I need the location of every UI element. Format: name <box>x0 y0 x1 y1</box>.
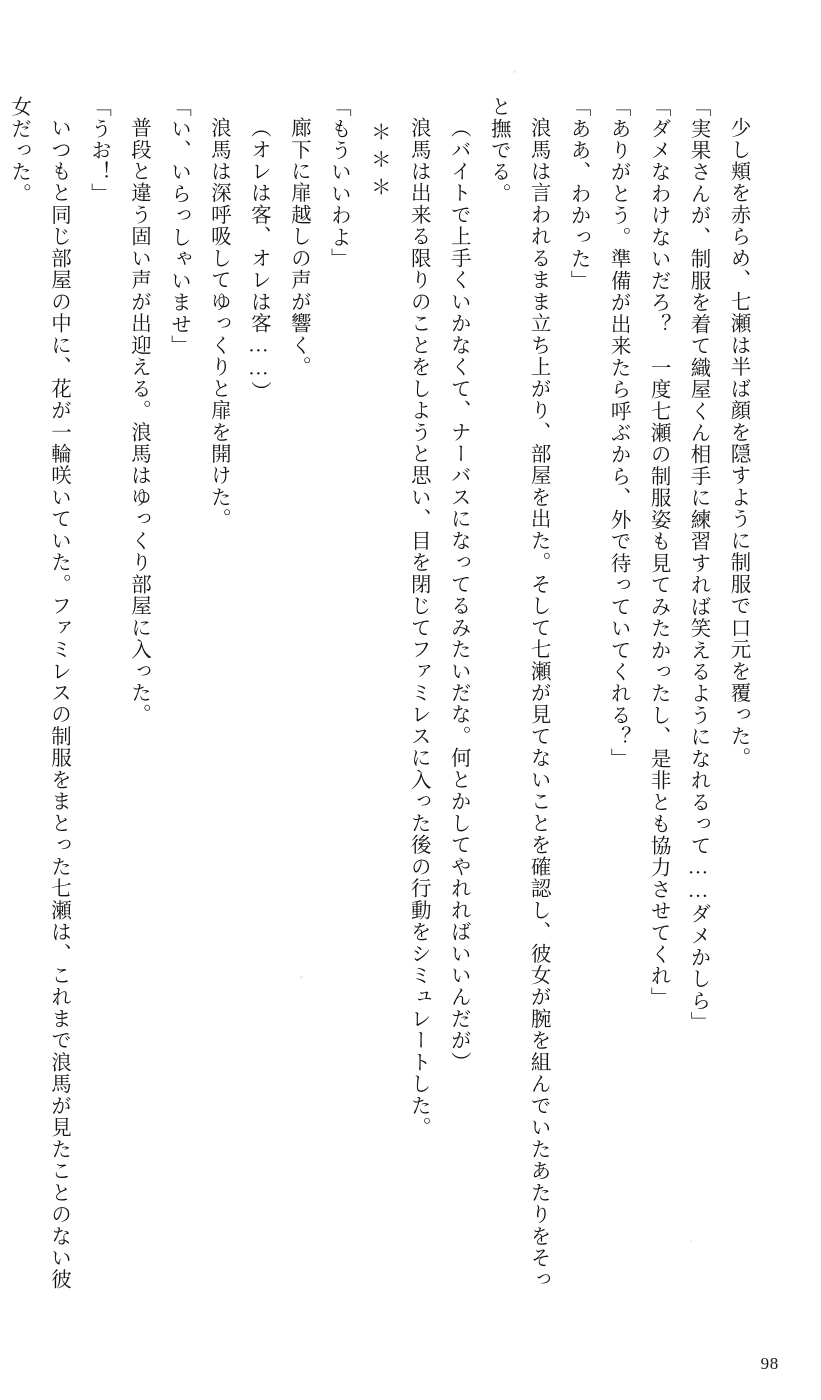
paragraph: 「ダメなわけないだろ？ 一度七瀬の制服姿も見てみたかったし、是非とも協力させてくれ」 <box>647 96 670 1009</box>
paragraph: 浪馬は出来る限りのことをしようと思い、目を閉じてファミレスに入った後の行動をシミュレートした。 <box>407 116 430 1138</box>
paragraph: 「実果さんが、制服を着て織屋くん相手に練習すれば笑えるようになれるって……ダメかしら」 <box>687 96 710 1034</box>
paper-speckle <box>513 70 516 73</box>
paragraph: （バイトで上手くいかなくて、ナーバスになってるみたいだな。何とかしてやれればいいんだが） <box>447 116 470 1073</box>
paragraph: 「もういいわよ」 <box>327 96 350 270</box>
body-text <box>7 96 757 1304</box>
paragraph: 少し頬を赤らめ、七瀬は半ば顔を隠すように制服で口元を覆った。 <box>727 116 749 769</box>
paragraph: 「ありがとう。準備が出来たら呼ぶから、外で待っていてくれる？」 <box>607 96 630 770</box>
paragraph: 普段と違う固い声が出迎える。浪馬はゆっくり部屋に入った。 <box>127 116 150 725</box>
paragraph: 浪馬は言われるまま立ち上がり、部屋を出た。そして七瀬が見てないことを確認し、彼女が腕を組んでいたあたりをそっと撫でる。 <box>487 96 550 1290</box>
paragraph: 「ああ、わかった」 <box>567 96 590 292</box>
paragraph: （オレは客、オレは客……） <box>247 116 270 402</box>
paragraph: 「い、いらっしゃいませ」 <box>167 96 190 357</box>
page-number: 98 <box>760 1354 779 1373</box>
scene-break: ＊＊＊ <box>367 120 390 204</box>
paragraph: 廊下に扉越しの声が響く。 <box>287 116 310 378</box>
paragraph: 浪馬は深呼吸してゆっくりと扉を開けた。 <box>207 116 230 530</box>
paragraph: いつもと同じ部屋の中に、花が一輪咲いていた。ファミレスの制服をまとった七瀬は、これまで浪馬が見たことのない彼女だった。 <box>7 96 70 1290</box>
paragraph: 「うお！」 <box>87 96 110 205</box>
